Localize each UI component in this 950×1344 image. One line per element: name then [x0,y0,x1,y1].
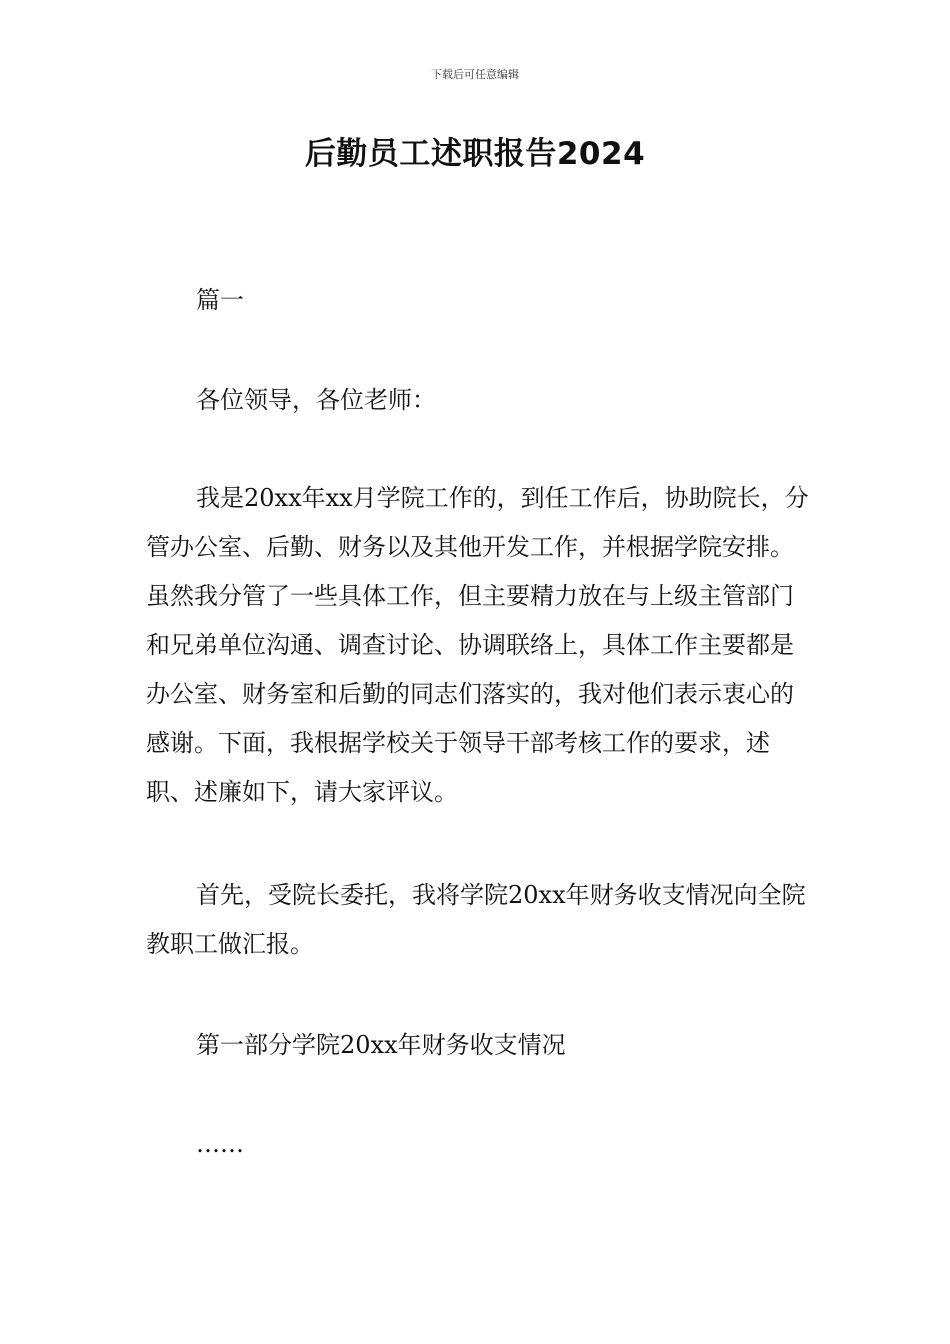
part-heading: 第一部分学院20xx年财务收支情况 [196,1031,566,1059]
body-paragraph-1: 我是20xx年xx月学院工作的，到任工作后，协助院长，分管办公室、后勤、财务以及其他开发工作，并根据学院安排。虽然我分管了一些具体工作，但主要精力放在与上级主管部门和兄弟单位沟通、调查讨论、协调联络上，具体工作主要都是办公室、财务室和后勤的同志们落实的，我对他们表示衷心的感谢。下面，我根据学校关于领导干部考核工作的要求，述职、述廉如下，请大家评议。 [146,484,809,806]
document-title: 后勤员工述职报告2024 [304,136,646,172]
header-note: 下载后可任意编辑 [431,68,519,81]
body-paragraph-2: 首先，受院长委托，我将学院20xx年财务收支情况向全院教职工做汇报。 [146,881,806,958]
section-label: 篇一 [196,286,244,314]
greeting: 各位领导，各位老师： [196,386,436,414]
ellipsis: …… [196,1130,244,1158]
